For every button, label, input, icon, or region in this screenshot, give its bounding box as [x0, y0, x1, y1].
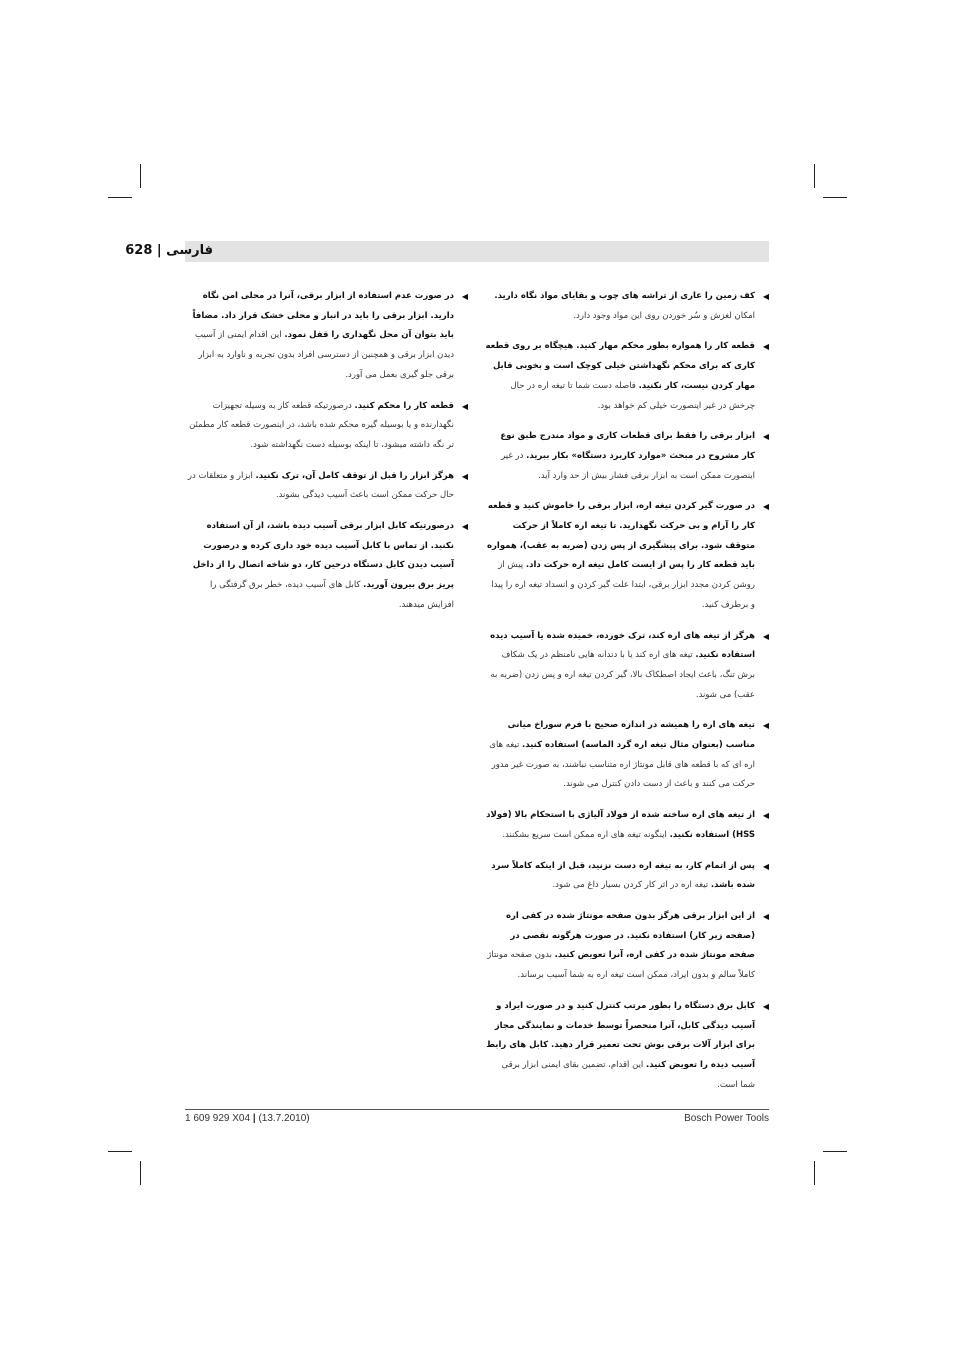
safety-item: ◀ هرگز ابزار را قبل از توقف کامل آن، ترک نکنید. ابزار و متعلقات در حال حرکت ممکن است باعث آسیب دیدگی بشوند. — [183, 467, 468, 506]
bullet-arrow-icon: ◀ — [762, 502, 769, 512]
safety-item: ◀ قطعه کار را محکم کنید. درصورتیکه قطعه کار به وسیله تجهیزات نگهدارنده و یا بوسیله گیره محکم شده باشد، در اینصورت قطعه کار مطمئن تر نگه داشته میشود، تا اینکه بوسیله دست نگهداشته شود. — [183, 397, 468, 456]
safety-item: ◀ پس از اتمام کار، به تیغه اره دست نزنید، قبل از اینکه کاملاً سرد شده باشد. تیغه اره در اثر کار کردن بسیار داغ می شود. — [485, 857, 769, 896]
safety-item: ◀ کف زمین را عاری از تراشه های چوب و بقایای مواد نگاه دارید. امکان لغزش و سُر خوردن روی این مواد وجود دارد. — [485, 287, 769, 326]
safety-item: ◀ از تیغه های اره ساخته شده از فولاد آلیاژی با استحکام بالا (فولاد HSS) استفاده نکنید. اینگونه تیغه های اره ممکن است سریع بشکنند. — [485, 806, 769, 845]
safety-item: ◀ کابل برق دستگاه را بطور مرتب کنترل کنید و در صورت ایراد و آسیب دیدگی کابل، آنرا منحصراً توسط خدمات و نمایندگی مجاز برای ابزار آلات برقی بوش تحت تعمیر قرار دهید. کابل های رابط آسیب دیده را تعویض کنید. این اقدام، تضمین بقای ایمنی ابزار برقی شما است. — [485, 997, 769, 1096]
right-column — [485, 287, 769, 1106]
crop-mark — [140, 1161, 141, 1185]
bullet-arrow-icon: ◀ — [762, 631, 769, 641]
bullet-arrow-icon: ◀ — [461, 401, 468, 411]
crop-mark — [108, 1151, 132, 1152]
safety-item: ◀ قطعه کار را همواره بطور محکم مهار کنید. هیچگاه بر روی قطعه کاری که برای محکم نگهداشتن خیلی کوچک است و بخوبی قابل مهار کردن نیست، کار نکنید. فاصله دست شما تا تیغه اره در حال چرخش در غیر اینصورت خیلی کم خواهد بود. — [485, 337, 769, 416]
bullet-arrow-icon: ◀ — [762, 911, 769, 921]
safety-item: ◀ درصورتیکه کابل ابزار برقی آسیب دیده باشد، از آن استفاده نکنید. از تماس با کابل آسیب دیده خود داری کرده و درصورت آسیب دیدن کابل دستگاه درحین کار، دو شاخه اتصال را از داخل پریز برق بیرون آورید. کابل های آسیب دیده، خطر برق گرفتگی را افزایش میدهند. — [183, 517, 468, 616]
safety-item: ◀ در صورت عدم استفاده از ابزار برقی، آنرا در محلی امن نگاه دارید. ابزار برقی را باید در انبار و محلی خشک قرار داد. مضافاً باید بتوان آن محل نگهداری را قفل نمود. این اقدام ایمنی از آسیب دیدن ابزار برقی و همچنین از دسترسی افراد بدون تجربه و ناوارد به ابزار برقی جلو گیری بعمل می آورد. — [183, 287, 468, 386]
crop-mark — [823, 1151, 847, 1152]
left-column — [183, 287, 468, 627]
bullet-arrow-icon: ◀ — [762, 721, 769, 731]
safety-item: ◀ هرگز از تیغه های اره کند، ترک خورده، خمیده شده یا آسیب دیده استفاده نکنید. تیغه های اره کند یا با دندانه هایی نامنظم در یک شکاف برش تنگ، باعث ایجاد اصطکاک بالا، گیر کردن تیغه اره و پس زدن (ضربه به عقب) می شوند. — [485, 627, 769, 706]
safety-item: ◀ از این ابزار برقی هرگز بدون صفحه مونتاژ شده در کفی اره (صفحه زیر کار) استفاده نکنید. در صورت هرگونه نقصی در صفحه مونتاژ شده در کفی اره، آنرا تعویض کنید. بدون صفحه مونتاژ کاملاً سالم و بدون ایراد، ممکن است تیغه اره به شما آسیب برساند. — [485, 907, 769, 986]
safety-item: ◀ در صورت گیر کردن تیغه اره، ابزار برقی را خاموش کنید و قطعه کار را آرام و بی حرکت نگهدارید. تا تیغه اره کاملاً از حرکت متوقف شود. برای پیشگیری از پس زدن (ضربه به عقب)، همواره باید قطعه کار را پس از ایست کامل تیغه اره حرکت داد. پیش از روشن کردن مجدد ابزار برقی، ابتدا علت گیر کردن و انسداد تیغه اره را پیدا و برطرف کنید. — [485, 497, 769, 615]
crop-mark — [108, 197, 132, 198]
page-title: فارسی | 628 — [125, 243, 213, 258]
footer-divider — [185, 1109, 769, 1110]
bullet-arrow-icon: ◀ — [762, 861, 769, 871]
page-header — [125, 241, 769, 262]
safety-item: ◀ تیغه های اره را همیشه در اندازه صحیح با فرم سوراخ میانی مناسب (بعنوان مثال تیغه اره گرد الماسه) استفاده کنید. تیغه های اره ای که با قطعه های قابل مونتاژ اره متناسب نباشند، به صورت غیر مدور حرکت می کنند و باعث از دست دادن کنترل می شوند. — [485, 716, 769, 795]
footer-doc-info — [185, 1113, 310, 1124]
bullet-arrow-icon: ◀ — [762, 292, 769, 301]
bullet-arrow-icon: ◀ — [762, 342, 769, 352]
bullet-arrow-icon: ◀ — [762, 1001, 769, 1011]
document-number: 1 609 929 X04 — [185, 1113, 251, 1124]
bullet-arrow-icon: ◀ — [762, 432, 769, 442]
bullet-arrow-icon: ◀ — [461, 522, 468, 532]
crop-mark — [140, 164, 141, 188]
footer-brand: Bosch Power Tools — [684, 1113, 769, 1124]
crop-mark — [814, 1161, 815, 1185]
crop-mark — [823, 197, 847, 198]
bullet-arrow-icon: ◀ — [461, 471, 468, 481]
bullet-arrow-icon: ◀ — [762, 811, 769, 821]
bullet-arrow-icon: ◀ — [461, 292, 468, 301]
crop-mark — [814, 164, 815, 188]
document-date: (13.7.2010) — [258, 1113, 310, 1124]
footer-separator: | — [252, 1113, 256, 1124]
safety-item: ◀ ابزار برقی را فقط برای قطعات کاری و مواد مندرج طبق نوع کار مشروح در مبحث «موارد کاربرد دستگاه» بکار ببرید. در غیر اینصورت ممکن است به ابزار برقی فشار بیش از حد وارد آید. — [485, 427, 769, 486]
